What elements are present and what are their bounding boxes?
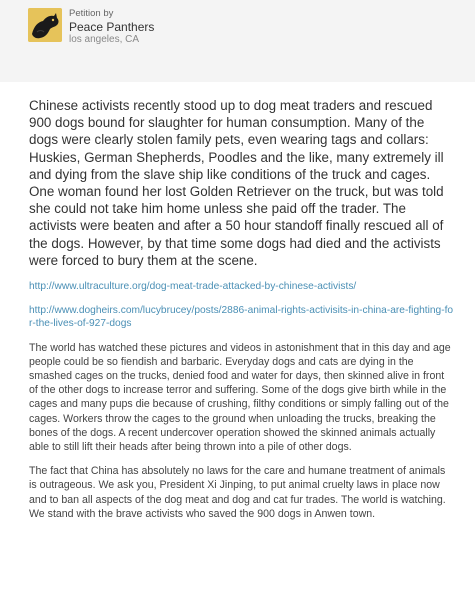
petition-body-paragraph-1: The world has watched these pictures and videos in astonishment that in this day and age people could be so fiendish and barbaric. Everyday dogs and cats are dying in the smashed cages on the trucks, denied food and water for days, then skinned alive in front of the other dogs to increase terror and suffering. Some of the dogs give birth while in the cages and many pups die because of crushing, filthy conditions or simply falling out of the cages. Workers throw the cages to the ground when unloading the trucks, breaking the bones of the dogs. A recent undercover operation showed the skinned animals actually able to still lift their heads after being thrown into a pile of other dogs. (29, 341, 451, 453)
petition-body-paragraph-2: The fact that China has absolutely no laws for the care and humane treatment of animals is outrageous. We ask you, President Xi Jinping, to put animal cruelty laws in place now and to ban all aspects of the dog meat and dog and cat fur trades. The world is watching. We stand with the brave activists who saved the 900 dogs in Anwen town. (29, 465, 446, 520)
petition-header (0, 0, 475, 82)
organization-name[interactable]: Peace Panthers (69, 20, 155, 34)
petition-links (29, 280, 454, 331)
source-link-ultraculture[interactable]: http://www.ultraculture.org/dog-meat-trade-attacked-by-chinese-activists/ (29, 281, 357, 293)
petition-author-meta (69, 8, 154, 46)
source-link-dogheirs[interactable]: http://www.dogheirs.com/lucybrucey/posts/2886-animal-rights-activisits-in-china-are-fighting-for-the-lives-of-927-dogs (29, 304, 454, 330)
author-location: los angeles, CA (69, 34, 140, 45)
petition-content (29, 97, 454, 531)
black-panther-avatar-icon[interactable] (28, 8, 62, 42)
petition-lead-paragraph: Chinese activists recently stood up to dog meat traders and rescued 900 dogs bound for slaughter for human consumption. Many of the dogs were clearly stolen family pets, even wearing tags and collars: Huskies, German Shepherds, Poodles and the like, many extremely ill and dying from the slave ship like conditions of the truck and cages. One woman found her lost Golden Retriever on the truck, but was told she could not take him home unless she paid off the trader. The activists were beaten and after a 50 hour standoff finally rescued all of the dogs. However, by that time some dogs had died and the activists were forced to bury them at the scene. (29, 98, 444, 268)
petition-by-label: Petition by (69, 8, 114, 19)
